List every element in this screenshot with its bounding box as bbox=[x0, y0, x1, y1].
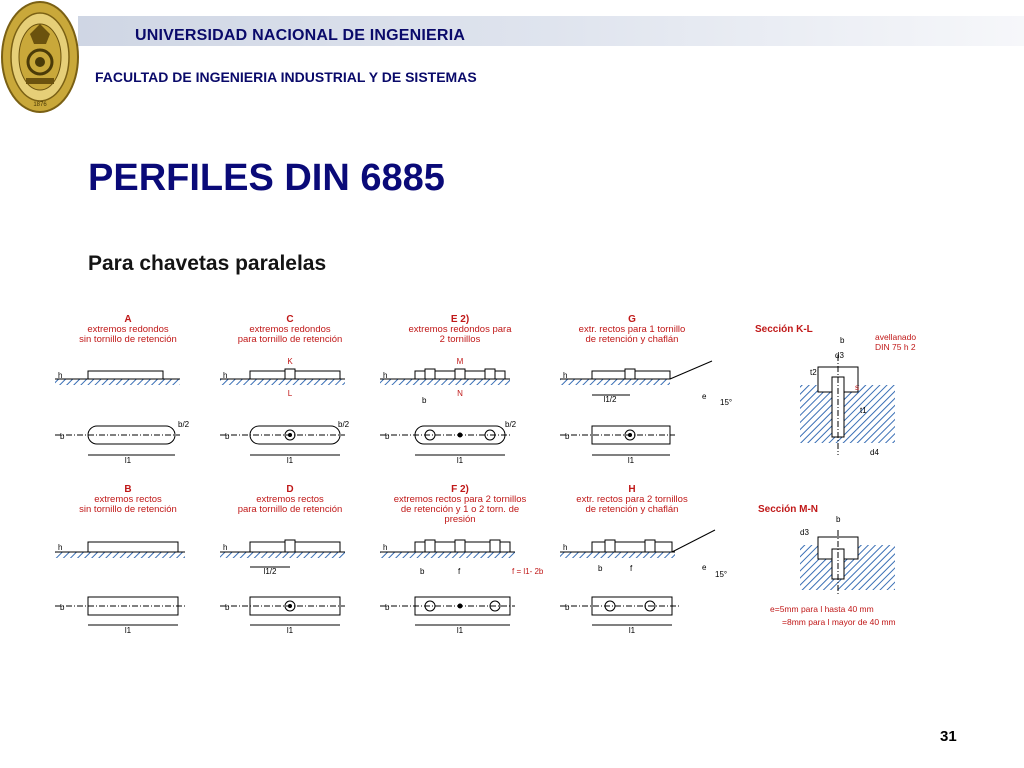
dim-f: f bbox=[458, 567, 461, 576]
dim-b2: b/2 bbox=[338, 420, 350, 429]
slide-title: PERFILES DIN 6885 bbox=[88, 157, 445, 199]
profile-desc: extremos redondos bbox=[87, 324, 169, 335]
profile-desc: extr. rectos para 2 tornillos bbox=[576, 494, 688, 505]
profile-f bbox=[380, 484, 544, 635]
dim-h: h bbox=[58, 543, 63, 552]
dim-l1-half: l1/2 bbox=[603, 395, 617, 404]
profile-desc: extr. rectos para 1 tornillo bbox=[578, 324, 686, 335]
page-number: 31 bbox=[940, 728, 957, 745]
dim-h: h bbox=[383, 543, 388, 552]
section-kl-note: avellanado bbox=[875, 332, 917, 342]
dim-angle: 15° bbox=[715, 570, 728, 579]
note-line: =8mm para l mayor de 40 mm bbox=[782, 617, 896, 627]
section-kl-title: Sección K-L bbox=[755, 324, 813, 335]
dim-l1: l1 bbox=[286, 626, 294, 635]
profile-g bbox=[560, 314, 732, 465]
dim-b: b bbox=[565, 432, 570, 441]
dim-e: e bbox=[702, 392, 707, 401]
profile-desc: extremos rectos bbox=[94, 494, 162, 505]
dim-l1: l1 bbox=[456, 626, 464, 635]
logo-year: 1876 bbox=[33, 102, 47, 108]
section-mark-m: M bbox=[456, 357, 464, 366]
dim-h: h bbox=[223, 543, 228, 552]
din-6885-profiles-figure bbox=[40, 305, 970, 640]
profile-letter: D bbox=[286, 484, 294, 495]
section-mark-n: N bbox=[457, 389, 463, 398]
profile-letter: A bbox=[124, 314, 132, 325]
dim-b: b bbox=[598, 564, 603, 573]
profile-desc: de retención y chaflán bbox=[585, 504, 679, 515]
profile-desc: 2 tornillos bbox=[439, 334, 481, 345]
dim-t1: t1 bbox=[860, 406, 867, 415]
section-mark-k: K bbox=[287, 357, 293, 366]
dim-angle: 15° bbox=[720, 398, 733, 407]
profile-letter: B bbox=[124, 484, 132, 495]
dim-l1: l1 bbox=[124, 456, 132, 465]
dim-b: b bbox=[385, 432, 390, 441]
slide-subtitle: Para chavetas paralelas bbox=[88, 252, 327, 275]
dim-f: f bbox=[630, 564, 633, 573]
dim-b: b bbox=[836, 515, 841, 524]
dim-b: b bbox=[422, 396, 427, 405]
section-kl-note: DIN 75 h 2 bbox=[875, 342, 916, 352]
dim-f-formula: f = l1- 2b bbox=[512, 567, 544, 576]
dim-t2: t2 bbox=[810, 368, 817, 377]
profile-b bbox=[55, 484, 185, 635]
dim-b: b bbox=[565, 603, 570, 612]
dim-h: h bbox=[563, 371, 568, 380]
profile-e bbox=[380, 314, 517, 465]
dim-b: b bbox=[420, 567, 425, 576]
profile-desc: extremos rectos bbox=[256, 494, 324, 505]
dim-b: b bbox=[60, 432, 65, 441]
dim-b2: b/2 bbox=[505, 420, 517, 429]
dim-l1: l1 bbox=[628, 626, 636, 635]
profile-desc: extremos redondos bbox=[249, 324, 331, 335]
university-name: UNIVERSIDAD NACIONAL DE INGENIERIA bbox=[135, 27, 466, 44]
dim-l1: l1 bbox=[627, 456, 635, 465]
dim-d3: d3 bbox=[835, 351, 844, 360]
dim-l1: l1 bbox=[456, 456, 464, 465]
dim-l1: l1 bbox=[124, 626, 132, 635]
faculty-name: FACULTAD DE INGENIERIA INDUSTRIAL Y DE SISTEMAS bbox=[95, 69, 477, 85]
dim-h: h bbox=[223, 371, 228, 380]
profile-desc: de retención y chaflán bbox=[585, 334, 679, 345]
note-line: e=5mm para l hasta 40 mm bbox=[770, 604, 874, 614]
dim-d4: d4 bbox=[870, 448, 879, 457]
profile-a bbox=[55, 314, 190, 465]
dim-h: h bbox=[58, 371, 63, 380]
profile-desc: de retención y 1 o 2 torn. de bbox=[400, 504, 520, 515]
dim-e: e bbox=[702, 563, 707, 572]
profile-desc: extremos redondos para bbox=[408, 324, 512, 335]
profile-desc: presión bbox=[444, 514, 476, 525]
section-mn-title: Sección M-N bbox=[758, 504, 819, 515]
profile-h bbox=[560, 484, 727, 635]
profile-desc: para tornillo de retención bbox=[237, 334, 343, 345]
dim-s: s bbox=[855, 383, 859, 392]
dim-h: h bbox=[563, 543, 568, 552]
dim-b: b bbox=[225, 603, 230, 612]
profile-letter: F 2) bbox=[451, 484, 469, 495]
dim-b2: b/2 bbox=[178, 420, 190, 429]
section-k-l bbox=[755, 324, 916, 457]
profile-letter: E 2) bbox=[450, 314, 470, 325]
profile-c bbox=[220, 314, 350, 465]
profile-d bbox=[220, 484, 345, 635]
profile-desc: sin tornillo de retención bbox=[79, 334, 177, 345]
dim-l1: l1 bbox=[286, 456, 294, 465]
dim-l1-half: l1/2 bbox=[263, 567, 277, 576]
profile-desc: para tornillo de retención bbox=[237, 504, 343, 515]
dim-h: h bbox=[383, 371, 388, 380]
dim-b: b bbox=[840, 336, 845, 345]
dim-b: b bbox=[225, 432, 230, 441]
dim-d3: d3 bbox=[800, 528, 809, 537]
profile-letter: C bbox=[286, 314, 294, 325]
dim-b: b bbox=[60, 603, 65, 612]
profile-desc: sin tornillo de retención bbox=[79, 504, 177, 515]
dim-b: b bbox=[385, 603, 390, 612]
profile-desc: extremos rectos para 2 tornillos bbox=[393, 494, 527, 505]
university-seal-logo bbox=[0, 0, 80, 118]
section-m-n bbox=[758, 504, 896, 627]
profile-letter: H bbox=[628, 484, 636, 495]
section-mark-l: L bbox=[287, 389, 293, 398]
profile-letter: G bbox=[628, 314, 636, 325]
